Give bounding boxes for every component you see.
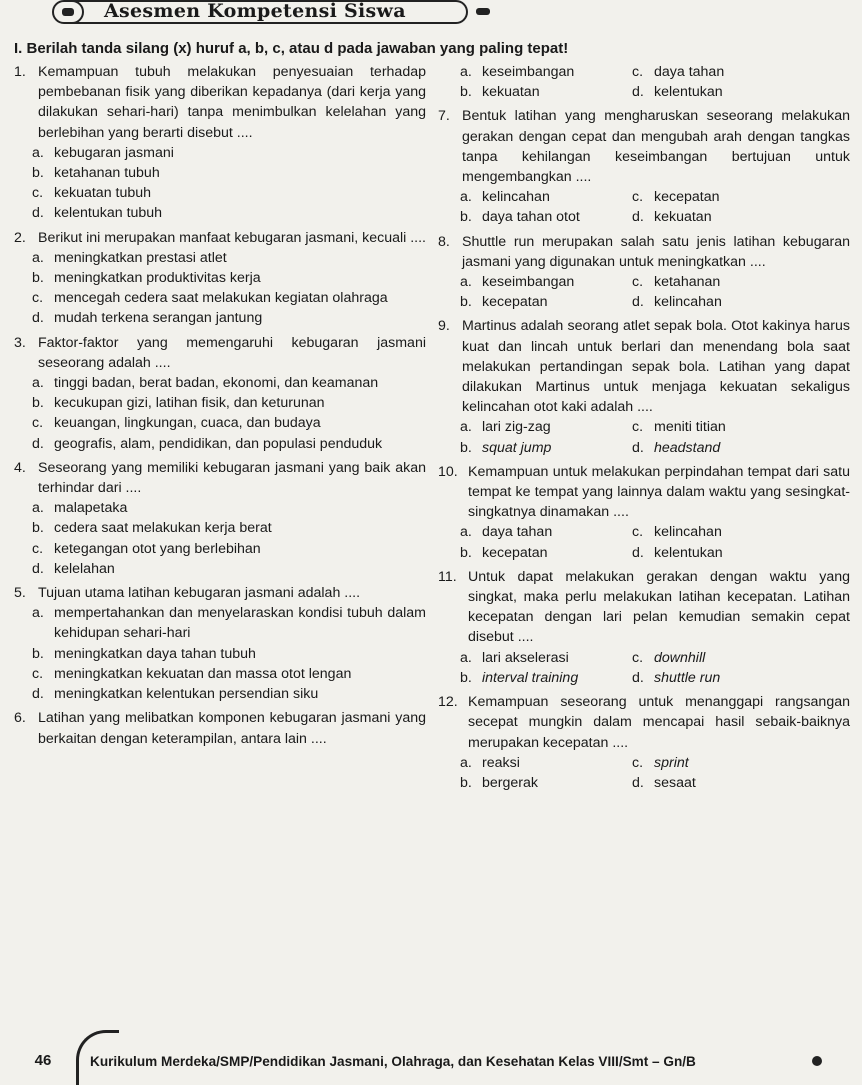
question-stem (14, 228, 426, 248)
option-text: kecukupan gizi, latihan fisik, dan keturunan (54, 395, 325, 412)
option-text: kelincahan (654, 294, 722, 311)
question-number: 12. (438, 694, 458, 711)
option-text: meningkatkan kelentukan persendian siku (54, 686, 319, 703)
option-text: keseimbangan (482, 274, 575, 291)
question-stem (438, 232, 850, 272)
option-letter: d. (632, 439, 644, 456)
answer-option (632, 648, 850, 668)
answer-option (14, 268, 426, 288)
question-item (14, 583, 426, 704)
option-letter: d. (632, 774, 644, 791)
answer-option (460, 543, 632, 563)
option-text: kebugaran jasmani (54, 144, 174, 161)
option-text: interval training (482, 669, 579, 686)
option-letter: c. (32, 415, 44, 432)
question-text: Untuk dapat melakukan gerakan dengan waktu yang singkat, maka perlu melakukan latihan kecepatan. Latihan kecepatan dengan lari pelan kemudian semakin cepat disebut .... (468, 568, 850, 646)
option-text: kekuatan tubuh (54, 185, 152, 202)
option-text: kelincahan (482, 189, 550, 206)
answer-option (14, 308, 426, 328)
answer-option (460, 417, 632, 437)
answer-options (438, 272, 850, 312)
answer-option (460, 648, 632, 668)
question-text: Martinus adalah seorang atlet sepak bola. Otot kakinya harus kuat dan lincah untuk berlari dan menendang bola saat melakukan pertandingan sepak bola. Latihan yang dapat dilakukan Martinus untuk menjaga kekuatan sekaligus kelincahan otot kaki adalah .... (462, 318, 850, 416)
answer-option (460, 62, 632, 82)
option-text: ketegangan otot yang berlebihan (54, 540, 261, 557)
option-letter: a. (32, 375, 44, 392)
question-number: 11. (438, 568, 457, 585)
question-item (438, 62, 850, 102)
question-stem (438, 567, 850, 648)
question-stem (14, 333, 426, 373)
answer-option (14, 684, 426, 704)
answer-options (438, 522, 850, 562)
option-letter: d. (632, 84, 644, 101)
option-letter: b. (460, 544, 472, 561)
question-number: 7. (438, 108, 450, 125)
option-text: geografis, alam, pendidikan, dan populasi penduduk (54, 435, 383, 452)
option-letter: c. (632, 64, 644, 80)
question-text: Berikut ini merupakan manfaat kebugaran jasmani, kecuali .... (38, 229, 426, 246)
answer-option (14, 434, 426, 454)
option-letter: b. (32, 645, 44, 662)
option-letter: a. (460, 419, 472, 436)
question-text: Bentuk latihan yang mengharuskan seseorang melakukan gerakan dengan cepat dan mengubah arah dengan tangkas tanpa kehilangan keseimbangan bertujuan untuk mengembangkan .... (462, 108, 850, 186)
option-text: headstand (654, 439, 721, 456)
answer-options (438, 417, 850, 457)
question-text: Latihan yang melibatkan komponen kebugaran jasmani yang berkaitan dengan keterampilan, antara lain .... (38, 710, 426, 747)
answer-options (438, 187, 850, 227)
answer-option (14, 644, 426, 664)
option-letter: a. (32, 249, 44, 266)
question-item (438, 106, 850, 227)
section-banner (52, 0, 492, 24)
answer-option (632, 272, 850, 292)
question-stem (14, 583, 426, 603)
page-number: 46 (34, 1051, 52, 1069)
option-letter: d. (632, 544, 644, 561)
answer-option (460, 207, 632, 227)
option-text: keuangan, lingkungan, cuaca, dan budaya (54, 415, 321, 432)
option-text: meniti titian (654, 419, 726, 436)
option-text: lari akselerasi (482, 649, 569, 666)
option-letter: d. (632, 209, 644, 226)
option-letter: b. (32, 520, 44, 537)
answer-option (632, 62, 850, 82)
answer-option (460, 773, 632, 793)
answer-option (632, 82, 850, 102)
option-text: squat jump (482, 439, 552, 456)
option-text: malapetaka (54, 500, 128, 517)
option-text: daya tahan otot (482, 209, 580, 226)
answer-option (632, 668, 850, 688)
option-text: bergerak (482, 774, 538, 791)
question-stem (438, 106, 850, 187)
option-text: sprint (654, 754, 689, 771)
answer-option (632, 773, 850, 793)
question-item (438, 232, 850, 313)
option-text: cedera saat melakukan kerja berat (54, 520, 272, 537)
question-stem (438, 316, 850, 417)
question-text: Shuttle run merupakan salah satu jenis latihan kebugaran jasmani yang digunakan untuk meningkatkan .... (462, 233, 850, 270)
option-text: ketahanan tubuh (54, 165, 160, 182)
answer-option (14, 518, 426, 538)
option-text: meningkatkan produktivitas kerja (54, 270, 261, 287)
answer-options (438, 648, 850, 688)
question-text: Seseorang yang memiliki kebugaran jasmani yang baik akan terhindar dari .... (38, 459, 426, 497)
question-text: Kemampuan seseorang untuk menanggapi rangsangan secepat mungkin dalam mencapai hasil sebaik-baiknya merupakan kecepatan .... (468, 694, 850, 751)
option-letter: c. (32, 665, 44, 682)
answer-option (632, 543, 850, 563)
option-text: ketahanan (654, 274, 721, 291)
banner-badge-icon (52, 0, 84, 24)
answer-option (14, 143, 426, 163)
question-item (438, 462, 850, 563)
option-text: kelelahan (54, 560, 115, 577)
option-text: meningkatkan prestasi atlet (54, 249, 227, 266)
option-letter: b. (460, 209, 472, 226)
answer-option (460, 272, 632, 292)
question-stem (14, 708, 426, 748)
page-title: Asesmen Kompetensi Siswa (104, 0, 406, 22)
option-text: sesaat (654, 774, 696, 791)
option-letter: b. (460, 774, 472, 791)
page-footer (0, 1040, 862, 1080)
answer-option (14, 288, 426, 308)
question-item (438, 692, 850, 793)
option-letter: b. (460, 294, 472, 311)
option-text: kelentukan (654, 544, 723, 561)
option-text: downhill (654, 649, 706, 666)
option-letter: c. (632, 754, 644, 771)
option-letter: a. (460, 189, 472, 206)
question-text: Tujuan utama latihan kebugaran jasmani adalah .... (38, 585, 361, 602)
option-text: keseimbangan (482, 64, 575, 80)
option-text: daya tahan (482, 524, 553, 541)
answer-option (632, 417, 850, 437)
option-letter: d. (32, 686, 44, 703)
option-letter: a. (460, 649, 472, 666)
option-letter: a. (460, 274, 472, 291)
option-letter: c. (632, 649, 644, 666)
question-item (14, 708, 426, 748)
option-letter: a. (460, 754, 472, 771)
question-item (438, 567, 850, 688)
option-letter: c. (632, 524, 644, 541)
answer-option (632, 522, 850, 542)
option-letter: b. (460, 439, 472, 456)
option-text: mempertahankan dan menyelaraskan kondisi tubuh dalam kehidupan sehari-hari (54, 605, 426, 642)
option-text: reaksi (482, 754, 520, 771)
option-text: shuttle run (654, 669, 721, 686)
answer-option (14, 539, 426, 559)
answer-option (14, 498, 426, 518)
left-column (14, 62, 426, 753)
answer-option (14, 373, 426, 393)
option-letter: d. (32, 310, 44, 327)
answer-option (14, 203, 426, 223)
question-item (14, 333, 426, 454)
question-number: 5. (14, 585, 26, 602)
option-letter: a. (32, 605, 44, 622)
answer-option (14, 603, 426, 643)
answer-option (632, 753, 850, 773)
question-number: 1. (14, 64, 26, 80)
question-item (14, 458, 426, 579)
answer-option (14, 163, 426, 183)
answer-option (460, 187, 632, 207)
answer-option (14, 559, 426, 579)
answer-option (14, 183, 426, 203)
question-text: Faktor-faktor yang memengaruhi kebugaran jasmani seseorang adalah .... (38, 334, 426, 371)
footer-dot-icon (812, 1056, 822, 1066)
option-letter: d. (32, 560, 44, 577)
option-letter: c. (32, 540, 44, 557)
option-letter: c. (32, 290, 44, 307)
question-text: Kemampuan tubuh melakukan penyesuaian terhadap pembebanan fisik yang diberikan kepadanya (dari kerja yang dilakukan sehari-hari) tanpa menimbulkan kelelahan yang berlebihan yang berarti disebut .... (38, 64, 426, 141)
answer-option (632, 187, 850, 207)
answer-option (460, 753, 632, 773)
option-letter: d. (32, 205, 44, 222)
option-letter: c. (632, 274, 644, 291)
option-letter: a. (460, 64, 472, 80)
answer-option (632, 292, 850, 312)
question-item (14, 228, 426, 329)
answer-options (438, 753, 850, 793)
footer-text: Kurikulum Merdeka/SMP/Pendidikan Jasmani, Olahraga, dan Kesehatan Kelas VIII/Smt – Gn/B (90, 1054, 696, 1069)
banner-tail-icon (476, 8, 490, 15)
answer-option (460, 438, 632, 458)
option-letter: c. (632, 419, 644, 436)
option-letter: d. (32, 435, 44, 452)
option-text: kelentukan tubuh (54, 205, 163, 222)
option-letter: a. (32, 500, 44, 517)
answer-option (632, 207, 850, 227)
question-stem (438, 692, 850, 753)
option-letter: b. (32, 395, 44, 412)
right-column (438, 62, 850, 797)
instruction-text: I. Berilah tanda silang (x) huruf a, b, c, atau d pada jawaban yang paling tepat! (14, 40, 569, 57)
option-text: kelincahan (654, 524, 722, 541)
option-text: meningkatkan kekuatan dan massa otot lengan (54, 665, 352, 682)
option-letter: b. (32, 270, 44, 287)
question-number: 9. (438, 318, 450, 335)
question-number: 10. (438, 463, 458, 480)
option-text: daya tahan (654, 64, 725, 80)
option-text: tinggi badan, berat badan, ekonomi, dan keamanan (54, 375, 379, 392)
option-letter: b. (460, 84, 472, 101)
option-letter: d. (632, 669, 644, 686)
question-stem (438, 462, 850, 523)
answer-option (460, 82, 632, 102)
answer-options (438, 62, 850, 102)
option-text: kecepatan (654, 189, 720, 206)
answer-option (632, 438, 850, 458)
option-letter: a. (32, 144, 44, 161)
option-text: meningkatkan daya tahan tubuh (54, 645, 256, 662)
answer-option (14, 413, 426, 433)
question-number: 3. (14, 334, 26, 351)
question-number: 8. (438, 233, 450, 250)
option-letter: a. (460, 524, 472, 541)
option-letter: b. (460, 669, 472, 686)
option-letter: c. (632, 189, 644, 206)
option-text: lari zig-zag (482, 419, 551, 436)
answer-option (14, 248, 426, 268)
answer-option (460, 292, 632, 312)
option-text: kelentukan (654, 84, 723, 101)
question-text: Kemampuan untuk melakukan perpindahan tempat dari satu tempat ke tempat yang lainnya dalam waktu yang sesingkat-singkatnya dinamakan .... (468, 463, 850, 521)
option-text: kecepatan (482, 294, 548, 311)
option-letter: c. (32, 185, 44, 202)
option-text: mencegah cedera saat melakukan kegiatan olahraga (54, 290, 388, 307)
option-letter: d. (632, 294, 644, 311)
question-stem (14, 62, 426, 143)
question-item (14, 62, 426, 224)
question-number: 6. (14, 710, 26, 727)
answer-option (460, 522, 632, 542)
option-text: mudah terkena serangan jantung (54, 310, 263, 327)
answer-option (14, 393, 426, 413)
answer-option (460, 668, 632, 688)
answer-option (14, 664, 426, 684)
option-text: kekuatan (482, 84, 540, 101)
option-letter: b. (32, 165, 44, 182)
question-number: 4. (14, 459, 26, 476)
question-stem (14, 458, 426, 498)
question-number: 2. (14, 229, 26, 246)
question-item (438, 316, 850, 457)
option-text: kecepatan (482, 544, 548, 561)
option-text: kekuatan (654, 209, 712, 226)
